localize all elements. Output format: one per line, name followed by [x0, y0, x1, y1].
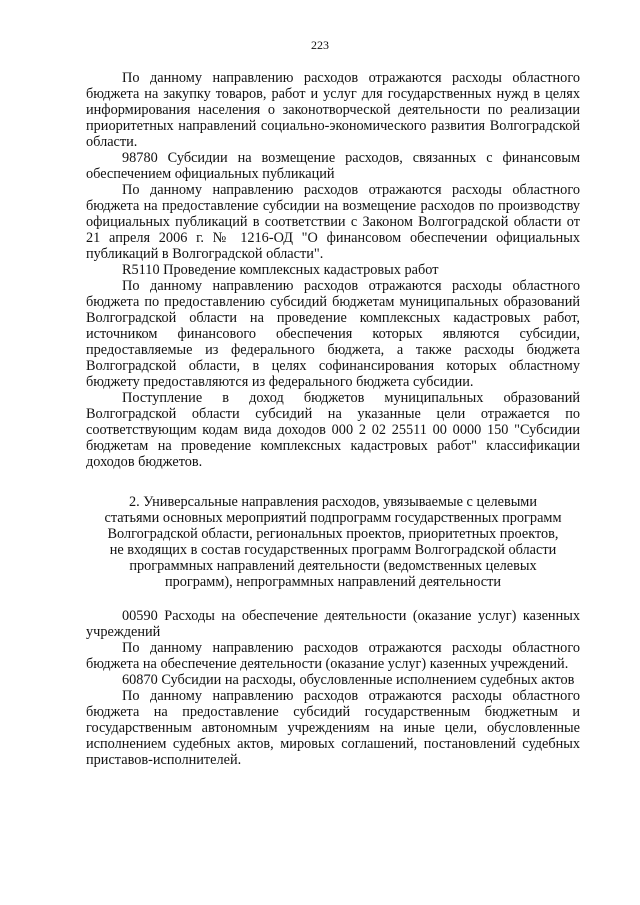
paragraph-98780-description: По данному направлению расходов отражаются расходы областного бюджета на предоставление субсидии на возмещение расходов по производству официальных публикаций в соответствии с Законом Волгоградской области от 21 апреля 2006 г. № 1216-ОД "О финансовом обеспечении официальных публикаций в Волгоградской области".	[86, 182, 580, 262]
paragraph-r5110-description: По данному направлению расходов отражаются расходы областного бюджета по предоставлению субсидий бюджетам муниципальных образований Волгоградской области на проведение комплексных кадастровых работ, источником финансового обеспечения которых являются субсидии, предоставляемые из федерального бюджета, а также расходы бюджета Волгоградской области, в целях софинансирования которых областному бюджету предоставляются из федерального бюджета субсидии.	[86, 278, 580, 390]
paragraph-60870-description: По данному направлению расходов отражаются расходы областного бюджета на предоставление субсидий государственным бюджетным и государственным автономным учреждениям на иные цели, обусловленные исполнением судебных актов, мировых соглашений, постановлений судебных приставов-исполнителей.	[86, 688, 580, 768]
page-body	[86, 70, 580, 768]
paragraph-code-r5110: R5110 Проведение комплексных кадастровых работ	[122, 262, 439, 278]
paragraph-00590-description: По данному направлению расходов отражаются расходы областного бюджета на обеспечение деятельности (оказание услуг) казенных учреждений.	[86, 640, 580, 672]
page-number: 223	[311, 38, 329, 52]
paragraph-code-00590: 00590 Расходы на обеспечение деятельности (оказание услуг) казенных учреждений	[86, 608, 580, 640]
section-heading	[86, 494, 580, 590]
section-heading-line: Волгоградской области, региональных проектов, приоритетных проектов,	[107, 526, 559, 542]
section-heading-line: программных направлений деятельности (ведомственных целевых	[129, 558, 537, 574]
section-heading-line: статьями основных мероприятий подпрограмм государственных программ	[104, 510, 562, 526]
paragraph-code-98780: 98780 Субсидии на возмещение расходов, связанных с финансовым обеспечением официальных публикаций	[86, 150, 580, 182]
paragraph-information-expenses: По данному направлению расходов отражаются расходы областного бюджета на закупку товаров, работ и услуг для государственных нужд в целях информирования населения о законотворческой деятельности по реализации приоритетных направлений социально-экономического развития Волгоградской области.	[86, 70, 580, 150]
paragraph-code-60870: 60870 Субсидии на расходы, обусловленные исполнением судебных актов	[122, 672, 575, 688]
section-heading-line: не входящих в состав государственных программ Волгоградской области	[109, 542, 557, 558]
section-heading-line: программ), непрограммных направлений деятельности	[164, 574, 502, 590]
section-heading-line: 2. Универсальные направления расходов, увязываемые с целевыми	[128, 494, 538, 510]
paragraph-r5110-income: Поступление в доход бюджетов муниципальных образований Волгоградской области субсидий на указанные цели отражается по соответствующим кодам вида доходов 000 2 02 25511 00 0000 150 "Субсидии бюджетам на проведение комплексных кадастровых работ" классификации доходов бюджетов.	[86, 390, 580, 470]
